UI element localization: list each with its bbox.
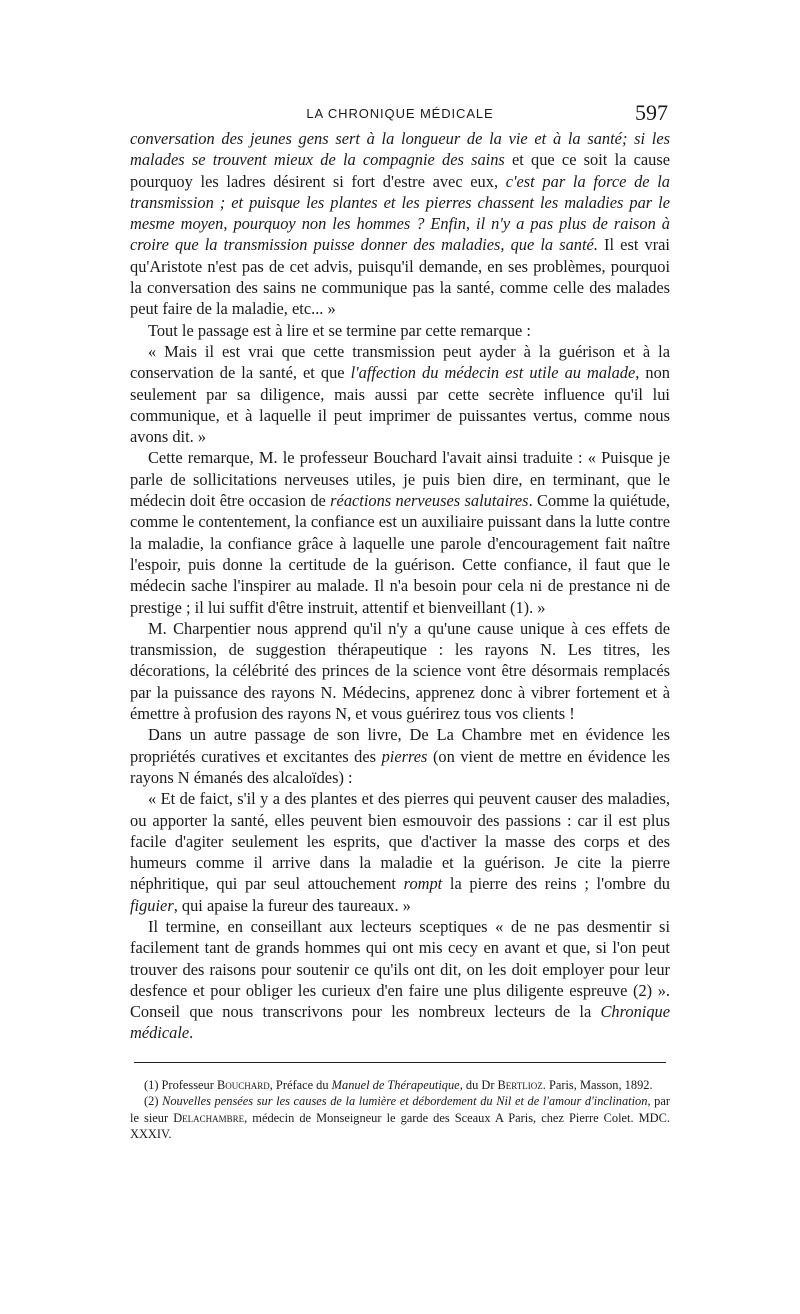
text-span: , par le sieur bbox=[130, 1094, 670, 1125]
italic-span: Nouvelles pensées sur les causes de la lumière et débordement du Nil et de l'amour d'inclination bbox=[162, 1094, 648, 1109]
italic-span: rompt bbox=[403, 874, 443, 894]
italic-span: figuier bbox=[130, 895, 174, 915]
page-number: 597 bbox=[635, 100, 668, 125]
italic-span: conversation des jeunes gens sert à la longueur de la vie et à la santé; si les malades se trouvent mieux de la compagnie des sains bbox=[130, 129, 670, 170]
text-span: , non seulement par sa diligence, mais aussi par cette secrète influence qu'il lui communique, et à laquelle il peut imprimer de puissantes vertus, comme nous avons dit. » bbox=[130, 363, 670, 447]
text-span: (on vient de mettre en évidence les rayons N émanés des alcaloïdes) : bbox=[130, 746, 670, 787]
page-header bbox=[130, 100, 670, 124]
text-span: , du Dr bbox=[459, 1077, 498, 1092]
paragraph: Tout le passage est à lire et se termine par cette remarque : bbox=[148, 320, 531, 340]
paragraph bbox=[130, 341, 670, 447]
text-span: Il est vrai qu'Aristote n'est pas de cet advis, puisqu'il demande, en ses problèmes, pourquoi la conversation des sains ne communique pas la santé, comme celle des malades peut faire de la maladie, etc... » bbox=[130, 235, 670, 319]
paragraph bbox=[130, 916, 670, 1044]
text-span: « Mais il est vrai que cette transmission peut ayder à la guérison et à la conservation de la santé, et que bbox=[130, 341, 670, 383]
italic-span: l'affection du médecin est utile au malade bbox=[350, 363, 636, 383]
footnote bbox=[130, 1093, 670, 1143]
running-title: LA CHRONIQUE MÉDICALE bbox=[306, 106, 494, 121]
author-name: Bertlioz bbox=[497, 1077, 543, 1092]
text-span: Dans un autre passage de son livre, De La Chambre met en évidence les propriétés curatives et excitantes des bbox=[130, 725, 670, 766]
text-span: , qui apaise la fureur des taureaux. » bbox=[173, 895, 411, 915]
footnote bbox=[130, 1077, 670, 1094]
text-span: Cette remarque, M. le professeur Bouchard l'avait ainsi traduite : « Puisque je parle de sollicitations nerveuses utiles, je puis bien dire, en terminant, que le médecin doit être occasion de bbox=[130, 448, 670, 511]
text-span: et que ce soit la cause pourquoy les ladres désirent si fort d'estre avec eux, bbox=[130, 150, 670, 191]
text-span: , médecin de Monseigneur le garde des Sceaux A Paris, chez Pierre Colet. MDC. XXXIV. bbox=[130, 1110, 670, 1142]
italic-span: réactions nerveuses salutaires bbox=[330, 491, 529, 511]
footnote-separator bbox=[134, 1062, 666, 1063]
author-name: Delachambre bbox=[173, 1110, 245, 1125]
text-span: . Comme la quiétude, comme le contentement, la confiance est un auxiliaire puissant dans la lutte contre la maladie, la confiance grâce à laquelle une parole d'encouragement fait naître l'espoir, puis donne la certitude de la guérison. Cette confiance, il faut que le médecin sache l'inspirer au malade. Il n'a besoin pour cela ni de prestance ni de prestige ; il lui suffit d'être instruit, attentif et bienveillant (1). » bbox=[130, 491, 670, 617]
italic-span: Chronique médicale bbox=[130, 1002, 670, 1043]
text-span: (2) bbox=[144, 1094, 163, 1109]
text-span: . bbox=[189, 1023, 194, 1043]
book-page bbox=[130, 100, 670, 1143]
text-span: , Préface du bbox=[269, 1077, 332, 1092]
italic-span: Manuel de Thérapeutique bbox=[331, 1077, 460, 1092]
paragraph bbox=[130, 724, 670, 788]
body-text bbox=[130, 128, 670, 1044]
paragraph: M. Charpentier nous apprend qu'il n'y a qu'une cause unique à ces effets de transmission, de suggestion thérapeutique : les rayons N. Les titres, les décorations, la célébrité des princes de la science vont être désormais remplacés par la puissance des rayons N. Médecins, apprenez donc à vibrer fortement et à émettre à profusion des rayons N, et vous guérirez tous vos clients ! bbox=[130, 618, 670, 724]
text-span: la pierre des reins ; l'ombre du bbox=[442, 874, 670, 894]
text-span: (1) Professeur bbox=[144, 1077, 217, 1092]
text-span: « Et de faict, s'il y a des plantes et des pierres qui peuvent causer des maladies, ou apporter la santé, elles peuvent bien esmouvoir des passions : car il est plus facile d'agiter seulement les esprits, que d'activer la masse des corps et des humeurs comme il arrive dans la maladie et la guérison. Je cite la pierre néphritique, qui par seul attouchement bbox=[130, 789, 670, 894]
italic-span: c'est par la force de la transmission ; et puisque les plantes et les pierres chassent les maladies par le mesme moyen, pourquoy non les hommes ? Enfin, il n'y a pas plus de raison à croire que la transmission puisse donner des maladies, que la santé. bbox=[130, 171, 670, 255]
italic-span: pierres bbox=[381, 746, 428, 766]
text-span: . Paris, Masson, 1892. bbox=[542, 1077, 653, 1092]
author-name: Bouchard bbox=[216, 1077, 270, 1092]
paragraph bbox=[130, 788, 670, 916]
footnotes bbox=[130, 1077, 670, 1143]
text-span: Il termine, en conseillant aux lecteurs sceptiques « de ne pas desmentir si facilement tant de grands hommes qui ont mis cecy en avant et que, si l'on peut trouver des raisons pour soutenir ce qu'ils ont dit, on les doit employer pour leur desfence et pour obliger les curieux d'en faire une plus diligente espreuve (2) ». Conseil que nous transcrivons pour les nombreux lecteurs de la bbox=[130, 916, 670, 1022]
paragraph bbox=[130, 447, 670, 617]
paragraph bbox=[130, 128, 670, 320]
